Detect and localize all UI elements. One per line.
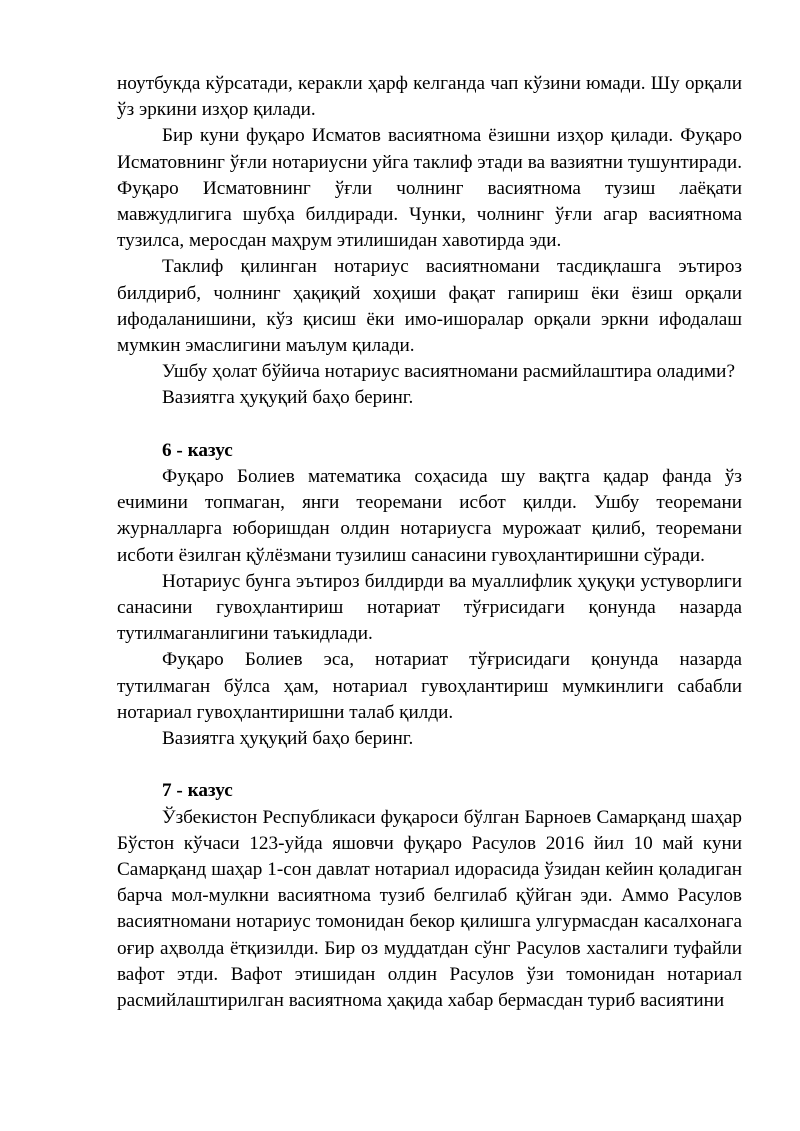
paragraph: Таклиф қилинган нотариус васиятномани тасдиқлашга эътироз билдириб, чолнинг ҳақиқий хоҳиши фақат гапириш ёки ёзиш орқали ифодаланишини, кўз қисиш ёки имо-ишоралар орқали эркни ифодалаш мумкин эмаслигини маълум қилади. [117,256,742,357]
case-heading: 7 - казус [162,780,233,802]
paragraph: Бир куни фуқаро Исматов васиятнома ёзишни изҳор қилади. Фуқаро Исматовнинг ўғли нотариусни уйга таклиф этади ва вазиятни тушунтиради. Фуқаро Исматовнинг ўғли чолнинг васиятнома тузиш лаёқати мавжудлигига шубҳа билдиради. Чунки, чолнинг ўғли агар васиятнома тузилса, меросдан маҳрум этилишидан хавотирда эди. [117,125,742,252]
paragraph: Ушбу ҳолат бўйича нотариус васиятномани расмийлаштира оладими? [162,361,735,383]
paragraph: Фуқаро Болиев эса, нотариат тўғрисидаги қонунда назарда тутилмаган бўлса ҳам, нотариал гувоҳлантириш мумкинлиги сабабли нотариал гувоҳлантиришни талаб қилди. [117,649,742,723]
paragraph: Фуқаро Болиев математика соҳасида шу вақтга қадар фанда ўз ечимини топмаган, янги теоремани исбот қилди. Ушбу теоремани журналларга юборишдан олдин нотариусга мурожаат қилиб, теоремани исботи ёзилган қўлёзмани тузилиш санасини гувоҳлантиришни сўради. [117,466,742,566]
paragraph: Нотариус бунга эътироз билдирди ва муаллифлик ҳуқуқи устуворлиги санасини гувоҳлантириш нотариат тўғрисидаги қонунда назарда тутилмаганлигини таъкидлади. [117,570,742,645]
case-heading: 6 - казус [162,439,233,461]
paragraph: Вазиятга ҳуқуқий баҳо беринг. [162,728,414,750]
paragraph: Вазиятга ҳуқуқий баҳо беринг. [162,387,414,409]
paragraph: Ўзбекистон Республикаси фуқароси бўлган Барноев Самарқанд шаҳар Бўстон кўчаси 123-уйда яшовчи фуқаро Расулов 2016 йил 10 май куни Самарқанд шаҳар 1-сон давлат нотариал идорасида ўзидан кейин қоладиган барча мол-мулкни васиятнома тузиб белгилаб қўйган эди. Аммо Расулов васиятномани нотариус томонидан бекор қилишга улгурмасдан касалхонага оғир аҳволда ётқизилди. Бир оз муддатдан сўнг Расулов хасталиги туфайли вафот этди. Вафот этишидан олдин Расулов ўзи томонидан нотариал расмийлаштирилган васиятнома ҳақида хабар бермасдан туриб васиятини [117,806,742,1012]
paragraph: ноутбукда кўрсатади, керакли ҳарф келганда чап кўзини юмади. Шу орқали ўз эркини изҳор қилади. [117,73,742,121]
document-page [117,71,742,1014]
